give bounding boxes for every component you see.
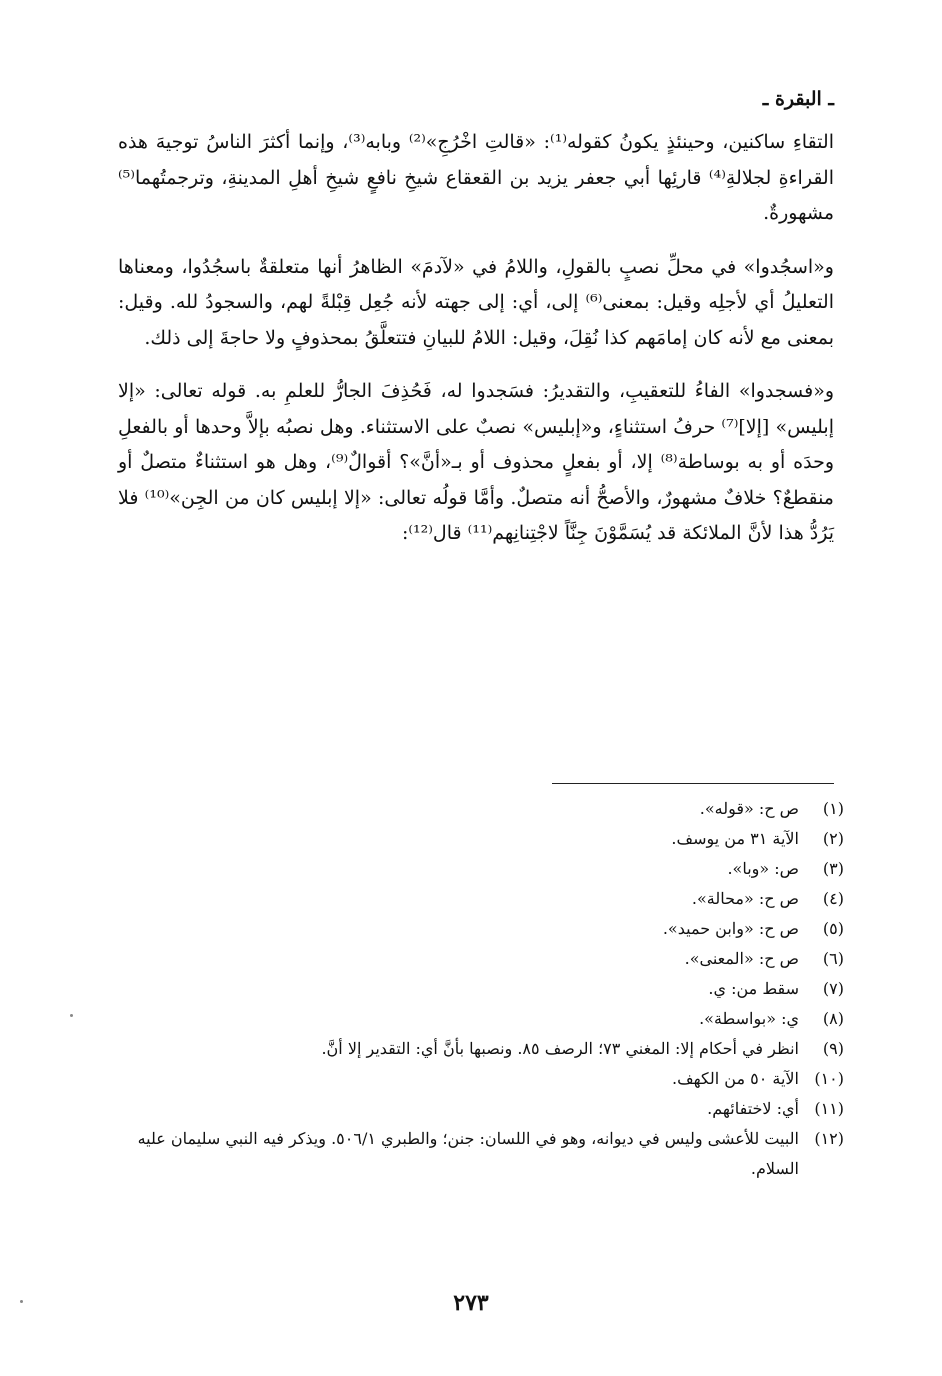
footnote-text: الآية ٥٠ من الكهف.: [672, 1069, 799, 1088]
footnote-text: سقط من: ي.: [708, 979, 799, 998]
footnote-text: ص: «وبا».: [727, 859, 799, 878]
footnote-item: [118, 914, 844, 944]
page-number: ٢٧٣: [453, 1290, 489, 1316]
footnote-number: (٣): [822, 859, 844, 878]
footnote-item: [118, 884, 844, 914]
footnote-text: الآية ٣١ من يوسف.: [671, 829, 799, 848]
paragraph-2: و«اسجُدوا» في محلِّ نصبٍ بالقولِ، واللامُ في «لآدمَ» الظاهرُ أنها متعلقةٌ باسجُدُوا، ومعناها التعليلُ أي لأجلِه وقيل: بمعنى⁽⁶⁾ إلى، أي: إلى جهته لأنه جُعِل قِبْلةً لهم، والسجودُ لله. وقيل: بمعنى مع لأنه كان إمامَهم كذا نُقِلَ، وقيل: اللامُ للبيانِ فتتعلَّقُ بمحذوفٍ ولا حاجةَ إلى ذلك.: [118, 255, 834, 349]
footnote-text: ي: «بواسطة».: [699, 1009, 799, 1028]
paragraph-1: التقاءِ ساكنين، وحينئذٍ يكونُ كقوله⁽¹⁾: «قالتِ اخْرُجِ»⁽²⁾ وبابه⁽³⁾، وإنما أكثرَ الناسُ توجيهَ هذه القراءةِ لجلالةِ⁽⁴⁾ قارئِها أبي جعفر يزيد بن القعقاع شيخِ نافعٍ شيخِ أهلِ المدينةِ، وترجمتُهما⁽⁵⁾ مشهورةٌ.: [118, 131, 834, 224]
footnotes: [118, 794, 844, 1184]
footnote-number: (٥): [822, 919, 844, 938]
scan-speck: [20, 1300, 23, 1303]
footnote-number: (٢): [822, 829, 844, 848]
footnote-number: (٩): [822, 1039, 844, 1058]
main-text: [118, 125, 834, 570]
footnote-item: [118, 944, 844, 974]
footnote-item: [118, 1034, 844, 1064]
footnote-item: [118, 974, 844, 1004]
footnote-number: (١٢): [814, 1129, 844, 1148]
footnote-number: (١): [822, 799, 844, 818]
footnote-item: [118, 794, 844, 824]
footnote-text: ص ح: «قوله».: [699, 799, 799, 818]
scan-speck: [70, 1014, 73, 1017]
paragraph-3: و«فسجدوا» الفاءُ للتعقيبِ، والتقديرُ: فسَجدوا له، فَحُذِفَ الجارُّ للعلمِ به. قوله تعالى: «إلا إبليس» [إلا]⁽⁷⁾ حرفُ استثناءٍ، و«إبليس» نصبٌ على الاستثناء. وهل نصبُه بإلاَّ وحدها أو بالفعلِ وحدَه أو به بوساطة⁽⁸⁾ إلا، أو بفعلٍ محذوف أو بـ«أنَّ»؟ أقوالٌ⁽⁹⁾، وهل هو استثناءٌ متصلٌ أو منقطعٌ؟ خلافٌ مشهورٌ، والأصحُّ أنه متصلٌ. وأمَّا قولُه تعالى: «إلا إبليس كان من الجِن»⁽¹⁰⁾ فلا يَرُدُّ هذا لأنَّ الملائكة قد يُسَمَّوْنَ جِنَّاً لاجْتِنانِهم⁽¹¹⁾ قال⁽¹²⁾:: [118, 380, 835, 544]
footnote-text: ص ح: «وابن حميد».: [662, 919, 799, 938]
footnote-item: [118, 824, 844, 854]
footnote-item: [118, 854, 844, 884]
footnote-number: (١١): [814, 1099, 844, 1118]
running-head: ـ البقرة ـ: [762, 88, 834, 110]
footnote-text: البيت للأعشى وليس في ديوانه، وهو في اللسان: جنن؛ والطبري ٥٠٦/١. ويذكر فيه النبي سليمان عليه السلام.: [137, 1129, 799, 1178]
footnote-separator: [552, 783, 834, 784]
footnote-text: ص ح: «المعنى».: [684, 949, 799, 968]
footnote-text: أي: لاختفائهم.: [707, 1099, 799, 1118]
footnote-item: [118, 1064, 844, 1094]
footnote-text: ص ح: «محالة».: [691, 889, 799, 908]
footnote-item: [118, 1004, 844, 1034]
footnote-number: (٦): [822, 949, 844, 968]
footnote-number: (١٠): [814, 1069, 844, 1088]
footnote-number: (٧): [822, 979, 844, 998]
footnote-number: (٤): [822, 889, 844, 908]
footnote-number: (٨): [822, 1009, 844, 1028]
footnote-item: [118, 1094, 844, 1124]
footnote-text: انظر في أحكام إلا: المغني ٧٣؛ الرصف ٨٥. ونصبها بأنَّ أي: التقدير إلا أنَّ.: [321, 1039, 799, 1058]
footnote-item: [118, 1124, 844, 1184]
